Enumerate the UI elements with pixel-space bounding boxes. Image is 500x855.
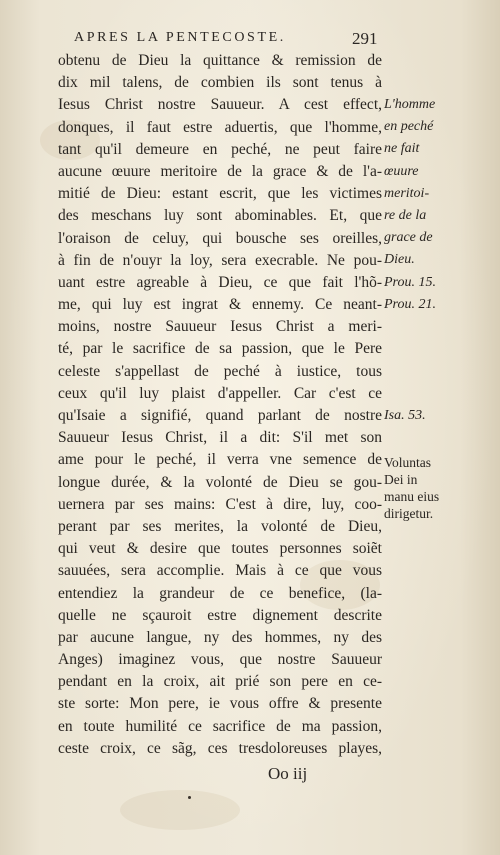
- margin-note-line: grace de: [384, 230, 433, 245]
- text-line: sauuées, sera accomplie. Mais à ce que vous: [58, 562, 382, 580]
- text-line: uant estre agreable à Dieu, ce que fait l'hõ-: [58, 273, 382, 291]
- paper-stain: [120, 790, 240, 830]
- text-line: me, qui luy est ingrat & ennemy. Ce neant-: [58, 296, 382, 314]
- text-line: par aucune langue, ny des hommes, ny des: [58, 628, 382, 646]
- text-line: à fin de n'ouyr la loy, sera execrable. Ne pou-: [58, 251, 382, 269]
- text-line: ste sorte: Mon pere, ie vous offre & presente: [58, 695, 382, 713]
- text-line: pendant en la croix, ait prié son pere en ce-: [58, 673, 382, 691]
- margin-note-line: re de la: [384, 208, 427, 223]
- margin-ref-prov-21: Prou. 21.: [384, 297, 436, 312]
- signature-mark: Oo iij: [268, 764, 308, 783]
- text-line: moins, nostre Sauueur Iesus Christ a meri-: [58, 318, 382, 336]
- text-line: aucune œuure meritoire de la grace & de l'a-: [58, 162, 382, 180]
- text-line: ame pour le peché, il verra vne semence de: [58, 451, 382, 469]
- margin-note-line: Voluntas: [384, 455, 432, 470]
- text-line: té, par le sacrifice de sa passion, que le Pere: [58, 340, 382, 358]
- text-line: longue durée, & la volonté de Dieu se gou-: [58, 473, 382, 491]
- margin-note-line: dirigetur.: [384, 506, 434, 521]
- body-text: [58, 50, 382, 760]
- text-line: qui veut & desire que toutes personnes soiẽt: [58, 540, 382, 558]
- text-line: celeste s'appellast de peché à iustice, tous: [58, 362, 382, 380]
- text-line: uernera par ses mains: C'est à dire, luy, coo-: [58, 495, 382, 513]
- margin-note-line: en peché: [384, 119, 434, 134]
- text-line: qu'Isaie a signifié, quand parlant de nostre: [58, 407, 382, 424]
- running-head: APRES LA PENTECOSTE.: [74, 30, 286, 45]
- text-line: perant par ses merites, la volonté de Dieu,: [58, 517, 382, 535]
- margin-note-line: ne fait: [384, 141, 420, 156]
- text-line: des meschans luy sont abominables. Et, que: [58, 207, 382, 225]
- margin-note-line: meritoi-: [384, 186, 430, 201]
- margin-ref-isa-53: Isa. 53.: [384, 408, 426, 423]
- text-line: quelle ne sçauroit estre dignement descrite: [58, 606, 382, 624]
- margin-note-line: Dieu.: [384, 252, 415, 267]
- text-line: mitié de Dieu: estant escrit, que les victimes: [58, 185, 382, 203]
- text-line: Anges) imaginez vous, que nostre Sauueur: [58, 651, 382, 669]
- text-line: l'oraison de celuy, qui bousche ses oreilles,: [58, 229, 382, 247]
- text-line: obtenu de Dieu la quittance & remission de: [58, 52, 382, 69]
- margin-note-line: manu eius: [384, 489, 440, 504]
- text-line: dix mil talens, de combien ils sont tenus à: [58, 74, 382, 92]
- text-line: Iesus Christ nostre Sauueur. A cest effect,: [58, 96, 382, 114]
- text-line: donques, il faut estre aduertis, que l'homme,: [58, 118, 382, 136]
- page-number: 291: [352, 29, 378, 48]
- ink-dot: [188, 796, 191, 799]
- margin-note-line: Dei in: [384, 472, 418, 487]
- text-line: Sauueur Iesus Christ, il a dit: S'il met son: [58, 429, 382, 447]
- text-line: ceux qu'il luy plaist d'appeller. Car c'est ce: [58, 384, 382, 402]
- margin-note-line: œuure: [384, 164, 419, 179]
- text-line: ceste croix, ce sãg, ces tresdoloreuses playes,: [58, 739, 382, 757]
- text-line: tant qu'il demeure en peché, ne peut faire: [58, 140, 382, 158]
- margin-ref-prov-15: Prou. 15.: [384, 275, 436, 290]
- text-line: entendiez la grandeur de ce benefice, (la-: [58, 584, 382, 602]
- text-line: en toute humilité ce sacrifice de ma passion,: [58, 717, 382, 735]
- margin-note-line: L'homme: [384, 97, 436, 112]
